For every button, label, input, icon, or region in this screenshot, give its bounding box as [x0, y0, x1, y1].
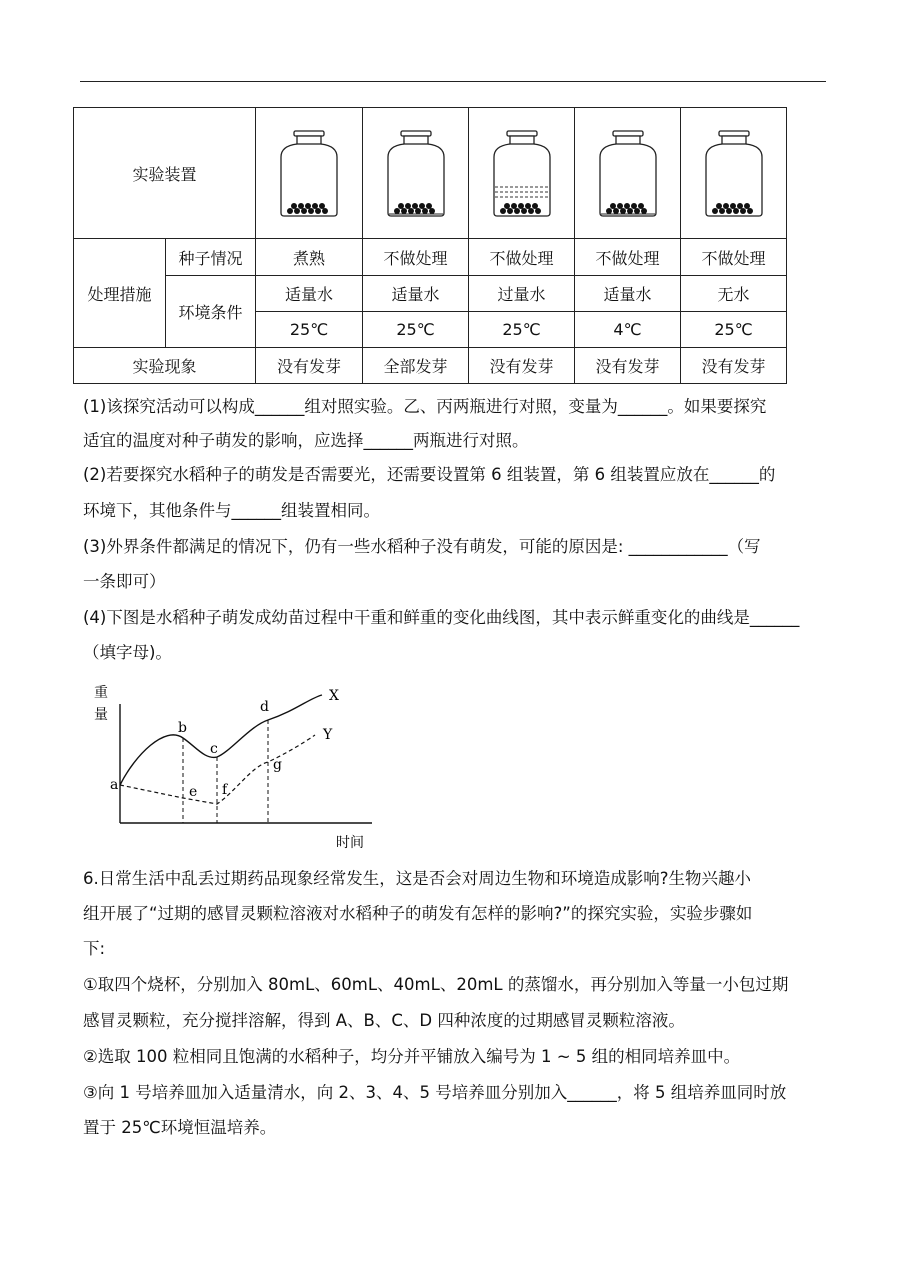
q6-intro-line-3: 下: — [83, 939, 106, 958]
point-label-d: d — [260, 699, 269, 715]
question-2-line-1: (2)若要探究水稻种子的萌发是否需要光，还需要设置第 6 组装置，第 6 组装置应放在______的 — [83, 465, 776, 484]
seed-label: 种子情况 — [166, 239, 256, 276]
temp-cell: 25℃ — [363, 312, 469, 348]
temp-cell: 4℃ — [575, 312, 681, 348]
result-cell: 没有发芽 — [575, 348, 681, 384]
y-axis-label-2: 量 — [94, 707, 108, 723]
water-cell: 适量水 — [363, 276, 469, 312]
point-label-a: a — [110, 777, 119, 793]
water-cell: 无水 — [681, 276, 787, 312]
header-rule — [80, 81, 826, 82]
result-label: 实验现象 — [74, 348, 256, 384]
point-label-f: f — [222, 782, 228, 798]
x-axis-label: 时间 — [336, 835, 364, 851]
point-label-e: e — [189, 784, 198, 800]
question-4-line-1: (4)下图是水稻种子萌发成幼苗过程中干重和鲜重的变化曲线图，其中表示鲜重变化的曲线是______ — [83, 608, 800, 627]
q6-step-2: ②选取 100 粒相同且饱满的水稻种子，均分并平铺放入编号为 1 ~ 5 组的相同培养皿中。 — [83, 1047, 741, 1066]
seed-cell: 不做处理 — [363, 239, 469, 276]
apparatus-row — [74, 108, 787, 239]
apparatus-label: 实验装置 — [74, 108, 256, 239]
q6-step-3-line-2: 置于 25℃环境恒温培养。 — [83, 1118, 277, 1137]
water-row — [74, 276, 787, 312]
seed-row — [74, 239, 787, 276]
temp-cell: 25℃ — [256, 312, 363, 348]
temp-cell: 25℃ — [469, 312, 575, 348]
curve-x-line — [120, 695, 322, 785]
q6-step-1-line-1: ①取四个烧杯，分别加入 80mL、60mL、40mL、20mL 的蒸馏水，再分别加入等量一小包过期 — [83, 975, 789, 994]
jar-1 — [256, 108, 363, 239]
jar-4 — [575, 108, 681, 239]
jar-5 — [681, 108, 787, 239]
result-cell: 没有发芽 — [681, 348, 787, 384]
treatment-label: 处理措施 — [74, 239, 166, 348]
jar-icon — [276, 127, 342, 219]
question-2-line-2: 环境下，其他条件与______组装置相同。 — [83, 501, 380, 520]
curve-y-label: Y — [323, 727, 333, 743]
question-1-line-2: 适宜的温度对种子萌发的影响，应选择______两瓶进行对照。 — [83, 431, 529, 450]
question-1-line-1: (1)该探究活动可以构成______组对照实验。乙、丙两瓶进行对照，变量为______。如果要探究 — [83, 397, 767, 416]
q6-step-1-line-2: 感冒灵颗粒，充分搅拌溶解，得到 A、B、C、D 四种浓度的过期感冒灵颗粒溶液。 — [83, 1011, 685, 1030]
seed-cell: 不做处理 — [469, 239, 575, 276]
env-label: 环境条件 — [166, 276, 256, 348]
water-cell: 适量水 — [575, 276, 681, 312]
point-label-g: g — [273, 757, 282, 773]
temp-cell: 25℃ — [681, 312, 787, 348]
jar-icon — [489, 127, 555, 219]
point-label-b: b — [178, 720, 187, 736]
jar-2 — [363, 108, 469, 239]
q6-intro-line-1: 6.日常生活中乱丢过期药品现象经常发生，这是否会对周边生物和环境造成影响?生物兴趣小 — [83, 869, 752, 888]
q6-step-3-line-1: ③向 1 号培养皿加入适量清水，向 2、3、4、5 号培养皿分别加入______，将 5 组培养皿同时放 — [83, 1083, 787, 1102]
result-row — [74, 348, 787, 384]
water-cell: 适量水 — [256, 276, 363, 312]
jar-icon — [701, 127, 767, 219]
jar-icon — [595, 127, 661, 219]
result-cell: 没有发芽 — [469, 348, 575, 384]
question-3-line-1: (3)外界条件都满足的情况下，仍有一些水稻种子没有萌发，可能的原因是: ____________（写 — [83, 537, 761, 556]
water-cell: 过量水 — [469, 276, 575, 312]
experiment-table — [73, 107, 787, 384]
y-axis-label-1: 重 — [94, 685, 108, 701]
question-4-line-2: （填字母)。 — [83, 643, 172, 662]
weight-curve-graph — [90, 680, 390, 852]
question-3-line-2: 一条即可） — [83, 572, 166, 591]
seed-cell: 煮熟 — [256, 239, 363, 276]
seed-cell: 不做处理 — [681, 239, 787, 276]
result-cell: 全部发芽 — [363, 348, 469, 384]
q6-intro-line-2: 组开展了“过期的感冒灵颗粒溶液对水稻种子的萌发有怎样的影响?”的探究实验，实验步骤如 — [83, 904, 753, 923]
jar-3 — [469, 108, 575, 239]
curve-x-label: X — [329, 688, 339, 704]
result-cell: 没有发芽 — [256, 348, 363, 384]
point-label-c: c — [210, 741, 218, 757]
jar-icon — [383, 127, 449, 219]
seed-cell: 不做处理 — [575, 239, 681, 276]
